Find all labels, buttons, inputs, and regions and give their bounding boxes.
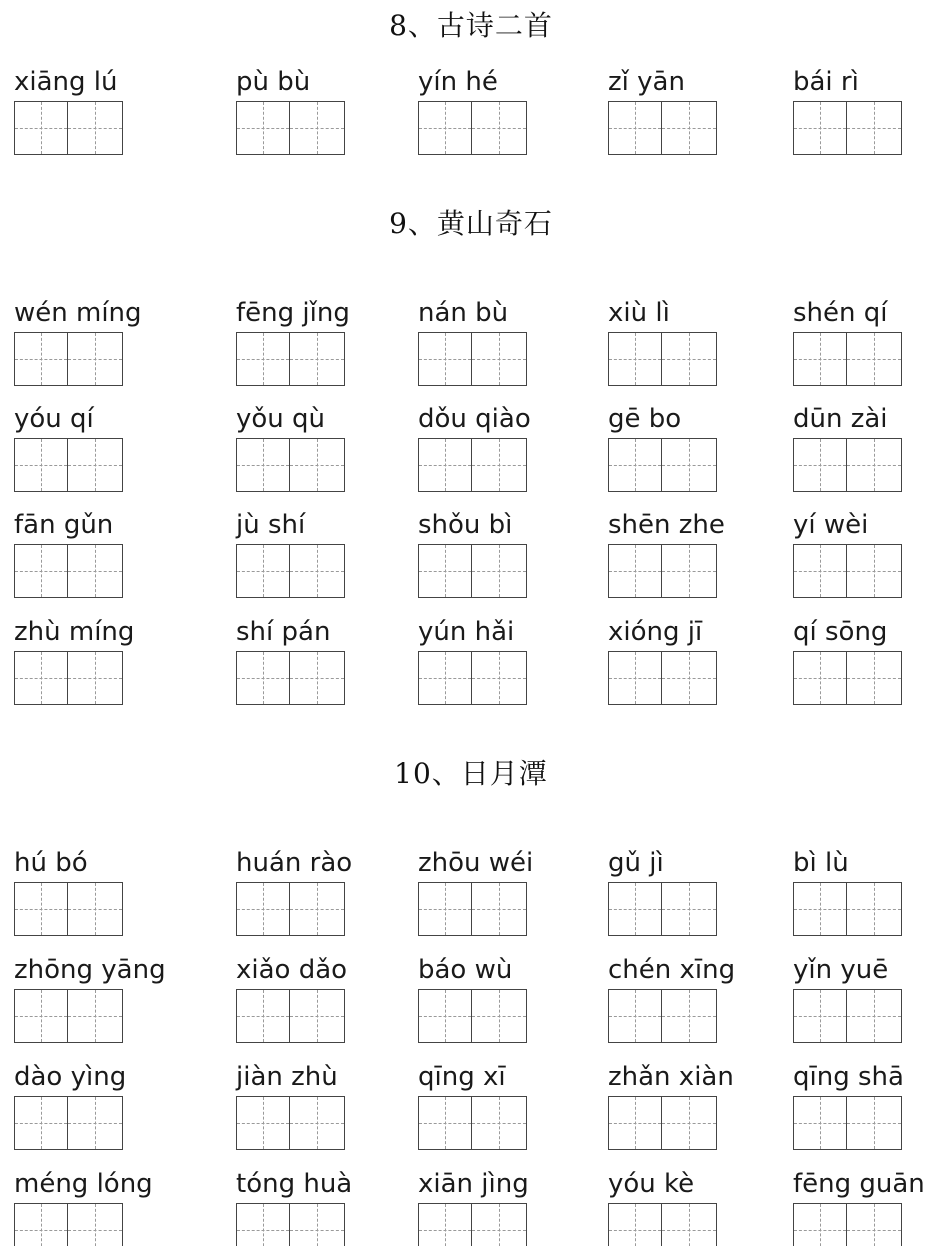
character-box[interactable] [14, 544, 68, 598]
pinyin-label: yǐn yuē [793, 955, 889, 985]
character-box[interactable] [290, 882, 345, 936]
character-box[interactable] [847, 1203, 902, 1246]
character-box[interactable] [236, 1096, 290, 1150]
pinyin-label: wén míng [14, 298, 142, 328]
character-box[interactable] [793, 544, 847, 598]
writing-grid [793, 332, 902, 386]
pinyin-label: jiàn zhù [236, 1062, 338, 1092]
character-box[interactable] [472, 882, 527, 936]
writing-grid [608, 882, 717, 936]
pinyin-label: zhōu wéi [418, 848, 534, 878]
writing-grid [608, 101, 717, 155]
character-box[interactable] [793, 989, 847, 1043]
word-entry [608, 67, 798, 159]
word-entry [236, 298, 426, 390]
word-entry [14, 1062, 204, 1154]
character-box[interactable] [68, 332, 123, 386]
character-box[interactable] [472, 651, 527, 705]
pinyin-label: shǒu bì [418, 510, 513, 540]
word-entry [418, 955, 608, 1047]
word-entry [608, 1062, 798, 1154]
word-entry [793, 1062, 942, 1154]
pinyin-label: jù shí [236, 510, 306, 540]
writing-grid [14, 651, 123, 705]
character-box[interactable] [608, 989, 662, 1043]
word-entry [418, 617, 608, 709]
pinyin-label: yín hé [418, 67, 498, 97]
character-box[interactable] [418, 101, 472, 155]
character-box[interactable] [68, 544, 123, 598]
writing-grid [418, 544, 527, 598]
pinyin-label: qīng shā [793, 1062, 904, 1092]
character-box[interactable] [68, 882, 123, 936]
character-box[interactable] [847, 882, 902, 936]
word-entry [236, 848, 426, 940]
word-entry [793, 510, 942, 602]
character-box[interactable] [236, 332, 290, 386]
character-box[interactable] [472, 101, 527, 155]
writing-grid [608, 651, 717, 705]
word-entry [793, 1169, 942, 1246]
writing-grid [236, 101, 345, 155]
character-box[interactable] [662, 882, 717, 936]
character-box[interactable] [847, 332, 902, 386]
word-entry [14, 510, 204, 602]
writing-grid [14, 544, 123, 598]
pinyin-label: shēn zhe [608, 510, 725, 540]
word-entry [236, 404, 426, 496]
writing-grid [236, 1203, 345, 1246]
writing-grid [14, 438, 123, 492]
word-entry [236, 955, 426, 1047]
character-box[interactable] [793, 101, 847, 155]
word-entry [608, 404, 798, 496]
character-box[interactable] [847, 651, 902, 705]
word-entry [14, 67, 204, 159]
pinyin-label: gē bo [608, 404, 682, 434]
word-entry [418, 67, 608, 159]
word-entry [14, 1169, 204, 1246]
word-entry [793, 955, 942, 1047]
writing-grid [14, 101, 123, 155]
character-box[interactable] [68, 651, 123, 705]
character-box[interactable] [793, 1203, 847, 1246]
character-box[interactable] [608, 651, 662, 705]
writing-grid [418, 101, 527, 155]
pinyin-label: tóng huà [236, 1169, 353, 1199]
character-box[interactable] [793, 332, 847, 386]
pinyin-label: báo wù [418, 955, 513, 985]
character-box[interactable] [847, 438, 902, 492]
writing-grid [793, 1096, 902, 1150]
character-box[interactable] [418, 989, 472, 1043]
writing-grid [418, 882, 527, 936]
writing-grid [793, 651, 902, 705]
character-box[interactable] [608, 882, 662, 936]
pinyin-label: huán rào [236, 848, 353, 878]
word-entry [14, 404, 204, 496]
writing-grid [793, 438, 902, 492]
character-box[interactable] [290, 1096, 345, 1150]
word-entry [236, 510, 426, 602]
character-box[interactable] [236, 882, 290, 936]
word-entry [236, 1169, 426, 1246]
pinyin-label: chén xīng [608, 955, 736, 985]
character-box[interactable] [14, 1096, 68, 1150]
character-box[interactable] [68, 438, 123, 492]
pinyin-label: pù bù [236, 67, 311, 97]
character-box[interactable] [14, 651, 68, 705]
word-entry [418, 1062, 608, 1154]
word-entry [236, 617, 426, 709]
pinyin-label: yóu kè [608, 1169, 695, 1199]
pinyin-label: yóu qí [14, 404, 94, 434]
character-box[interactable] [608, 1203, 662, 1246]
character-box[interactable] [14, 1203, 68, 1246]
word-entry [418, 298, 608, 390]
character-box[interactable] [793, 651, 847, 705]
pinyin-label: gǔ jì [608, 848, 664, 878]
character-box[interactable] [236, 651, 290, 705]
writing-grid [14, 882, 123, 936]
pinyin-label: zhù míng [14, 617, 135, 647]
writing-grid [14, 989, 123, 1043]
section-title: 10、日月潭 [394, 757, 548, 790]
character-box[interactable] [472, 438, 527, 492]
word-entry [14, 298, 204, 390]
character-box[interactable] [236, 989, 290, 1043]
character-box[interactable] [236, 1203, 290, 1246]
writing-grid [14, 1203, 123, 1246]
character-box[interactable] [14, 989, 68, 1043]
character-box[interactable] [662, 101, 717, 155]
pinyin-label: xióng jī [608, 617, 703, 647]
character-box[interactable] [418, 438, 472, 492]
character-box[interactable] [662, 332, 717, 386]
pinyin-label: shí pán [236, 617, 331, 647]
writing-grid [236, 438, 345, 492]
word-entry [608, 298, 798, 390]
writing-grid [418, 651, 527, 705]
character-box[interactable] [847, 101, 902, 155]
character-box[interactable] [418, 882, 472, 936]
word-entry [793, 848, 942, 940]
character-box[interactable] [418, 1096, 472, 1150]
word-entry [608, 1169, 798, 1246]
word-entry [14, 955, 204, 1047]
writing-grid [236, 332, 345, 386]
writing-grid [236, 989, 345, 1043]
writing-grid [793, 101, 902, 155]
pinyin-label: xiù lì [608, 298, 670, 328]
writing-grid [608, 332, 717, 386]
character-box[interactable] [68, 1203, 123, 1246]
writing-grid [418, 1203, 527, 1246]
character-box[interactable] [236, 438, 290, 492]
character-box[interactable] [847, 1096, 902, 1150]
pinyin-label: bì lù [793, 848, 849, 878]
writing-grid [418, 989, 527, 1043]
writing-grid [793, 544, 902, 598]
word-entry [418, 404, 608, 496]
pinyin-label: zhōng yāng [14, 955, 166, 985]
writing-grid [608, 1096, 717, 1150]
writing-grid [418, 438, 527, 492]
character-box[interactable] [418, 544, 472, 598]
pinyin-label: fān gǔn [14, 510, 114, 540]
writing-grid [608, 544, 717, 598]
word-entry [418, 848, 608, 940]
character-box[interactable] [290, 101, 345, 155]
section-title: 9、黄山奇石 [389, 207, 553, 240]
character-box[interactable] [847, 989, 902, 1043]
section-title: 8、古诗二首 [389, 9, 553, 42]
character-box[interactable] [290, 544, 345, 598]
pinyin-label: yún hǎi [418, 617, 515, 647]
character-box[interactable] [14, 438, 68, 492]
character-box[interactable] [472, 989, 527, 1043]
character-box[interactable] [14, 101, 68, 155]
pinyin-label: zǐ yān [608, 67, 685, 97]
character-box[interactable] [418, 1203, 472, 1246]
character-box[interactable] [68, 989, 123, 1043]
writing-grid [793, 989, 902, 1043]
pinyin-label: yǒu qù [236, 404, 326, 434]
character-box[interactable] [793, 882, 847, 936]
writing-grid [236, 544, 345, 598]
character-box[interactable] [418, 332, 472, 386]
character-box[interactable] [68, 101, 123, 155]
character-box[interactable] [290, 651, 345, 705]
character-box[interactable] [236, 544, 290, 598]
writing-grid [793, 1203, 902, 1246]
pinyin-label: xiān jìng [418, 1169, 529, 1199]
character-box[interactable] [290, 989, 345, 1043]
writing-grid [608, 1203, 717, 1246]
character-box[interactable] [662, 1096, 717, 1150]
character-box[interactable] [662, 1203, 717, 1246]
pinyin-label: fēng jǐng [236, 298, 350, 328]
writing-grid [14, 332, 123, 386]
character-box[interactable] [236, 101, 290, 155]
pinyin-label: qīng xī [418, 1062, 506, 1092]
pinyin-label: dūn zài [793, 404, 888, 434]
character-box[interactable] [290, 332, 345, 386]
pinyin-label: dào yìng [14, 1062, 127, 1092]
pinyin-label: nán bù [418, 298, 509, 328]
character-box[interactable] [472, 332, 527, 386]
pinyin-label: méng lóng [14, 1169, 153, 1199]
character-box[interactable] [608, 438, 662, 492]
character-box[interactable] [847, 544, 902, 598]
word-entry [793, 298, 942, 390]
word-entry [236, 67, 426, 159]
writing-grid [236, 651, 345, 705]
pinyin-label: zhǎn xiàn [608, 1062, 734, 1092]
word-entry [793, 67, 942, 159]
word-entry [793, 617, 942, 709]
pinyin-label: xiāng lú [14, 67, 118, 97]
character-box[interactable] [290, 438, 345, 492]
word-entry [793, 404, 942, 496]
character-box[interactable] [472, 544, 527, 598]
writing-grid [608, 438, 717, 492]
character-box[interactable] [472, 1203, 527, 1246]
word-entry [418, 510, 608, 602]
pinyin-label: xiǎo dǎo [236, 955, 348, 985]
character-box[interactable] [608, 101, 662, 155]
writing-grid [236, 882, 345, 936]
word-entry [14, 617, 204, 709]
pinyin-label: fēng guān [793, 1169, 925, 1199]
pinyin-label: yí wèi [793, 510, 869, 540]
word-entry [608, 510, 798, 602]
character-box[interactable] [662, 989, 717, 1043]
character-box[interactable] [418, 651, 472, 705]
pinyin-label: qí sōng [793, 617, 888, 647]
pinyin-label: bái rì [793, 67, 859, 97]
character-box[interactable] [68, 1096, 123, 1150]
character-box[interactable] [793, 1096, 847, 1150]
character-box[interactable] [472, 1096, 527, 1150]
writing-grid [418, 332, 527, 386]
writing-grid [418, 1096, 527, 1150]
character-box[interactable] [662, 438, 717, 492]
word-entry [14, 848, 204, 940]
word-entry [608, 955, 798, 1047]
character-box[interactable] [290, 1203, 345, 1246]
character-box[interactable] [608, 1096, 662, 1150]
character-box[interactable] [608, 332, 662, 386]
writing-grid [608, 989, 717, 1043]
word-entry [236, 1062, 426, 1154]
writing-grid [14, 1096, 123, 1150]
character-box[interactable] [662, 544, 717, 598]
pinyin-label: dǒu qiào [418, 404, 531, 434]
pinyin-label: shén qí [793, 298, 888, 328]
character-box[interactable] [793, 438, 847, 492]
character-box[interactable] [662, 651, 717, 705]
writing-grid [236, 1096, 345, 1150]
character-box[interactable] [608, 544, 662, 598]
word-entry [608, 617, 798, 709]
word-entry [418, 1169, 608, 1246]
character-box[interactable] [14, 882, 68, 936]
word-entry [608, 848, 798, 940]
pinyin-label: hú bó [14, 848, 88, 878]
writing-grid [793, 882, 902, 936]
character-box[interactable] [14, 332, 68, 386]
